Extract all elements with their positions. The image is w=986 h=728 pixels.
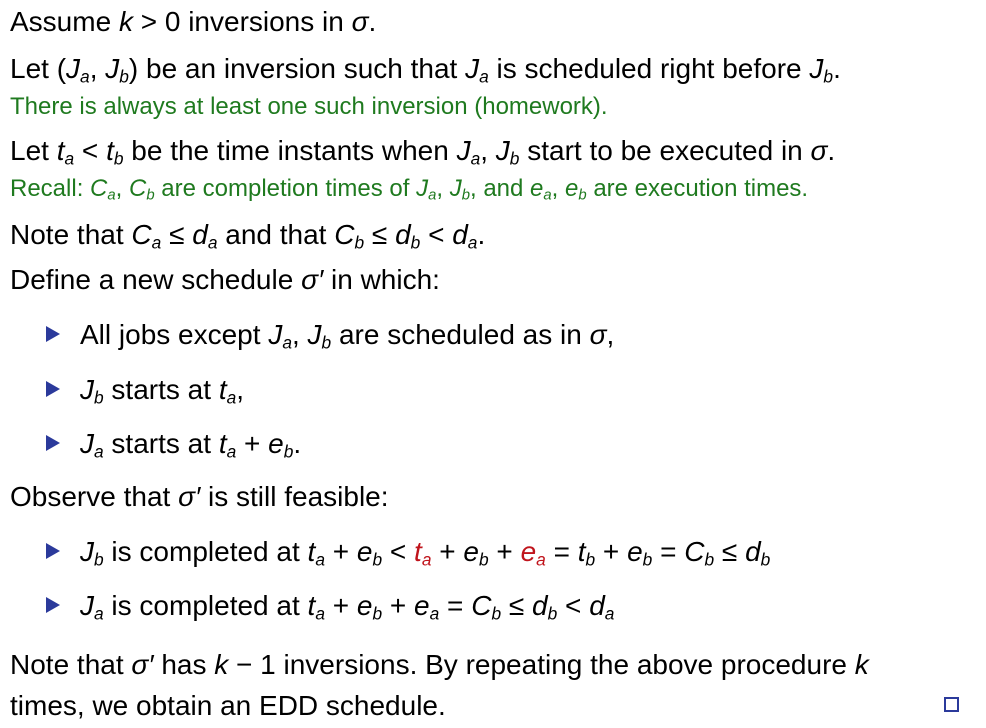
- qed-square-icon: [944, 697, 959, 712]
- conclusion-line-2: times, we obtain an EDD schedule.: [10, 690, 446, 721]
- bullet-item-jb-completed: $J_b$ is completed at $t_a + e_b < t_a + e_b + e_a = t_b + e_b = C_b \le d_b$: [46, 535, 770, 569]
- deadline-note-line: Note that $C_a \le d_a$ and that $C_b \le d_b < d_a$.: [10, 219, 486, 253]
- triangle-bullet-icon: [46, 435, 60, 451]
- bullet-item-ja-start: $J_a$ starts at $t_a + e_b$.: [46, 427, 301, 461]
- recall-note: Recall: $C_a$, $C_b$ are completion times of $J_a$, $J_b$, and $e_a$, $e_b$ are execution times.: [10, 175, 809, 204]
- bullet-item-others: All jobs except $J_a$, $J_b$ are scheduled as in σ,: [46, 318, 614, 352]
- conclusion-line-1: Note that σ′ has k − 1 inversions. By repeating the above procedure k: [10, 649, 869, 680]
- inversion-definition-line: Let ($J_a$, $J_b$) be an inversion such that $J_a$ is scheduled right before $J_b$.: [10, 53, 841, 87]
- assumption-line: Assume k > 0 inversions in σ.: [10, 6, 377, 37]
- triangle-bullet-icon: [46, 326, 60, 342]
- homework-note: There is always at least one such inversion (homework).: [10, 93, 608, 120]
- feasible-line: Observe that σ′ is still feasible:: [10, 481, 389, 512]
- bullet-item-ja-completed: $J_a$ is completed at $t_a + e_b + e_a = C_b \le d_b < d_a$: [46, 589, 614, 623]
- triangle-bullet-icon: [46, 381, 60, 397]
- triangle-bullet-icon: [46, 597, 60, 613]
- new-schedule-line: Define a new schedule σ′ in which:: [10, 264, 440, 295]
- bullet-item-jb-start: $J_b$ starts at $t_a$,: [46, 373, 244, 407]
- time-instants-line: Let $t_a < t_b$ be the time instants when $J_a$, $J_b$ start to be executed in σ.: [10, 135, 836, 169]
- triangle-bullet-icon: [46, 543, 60, 559]
